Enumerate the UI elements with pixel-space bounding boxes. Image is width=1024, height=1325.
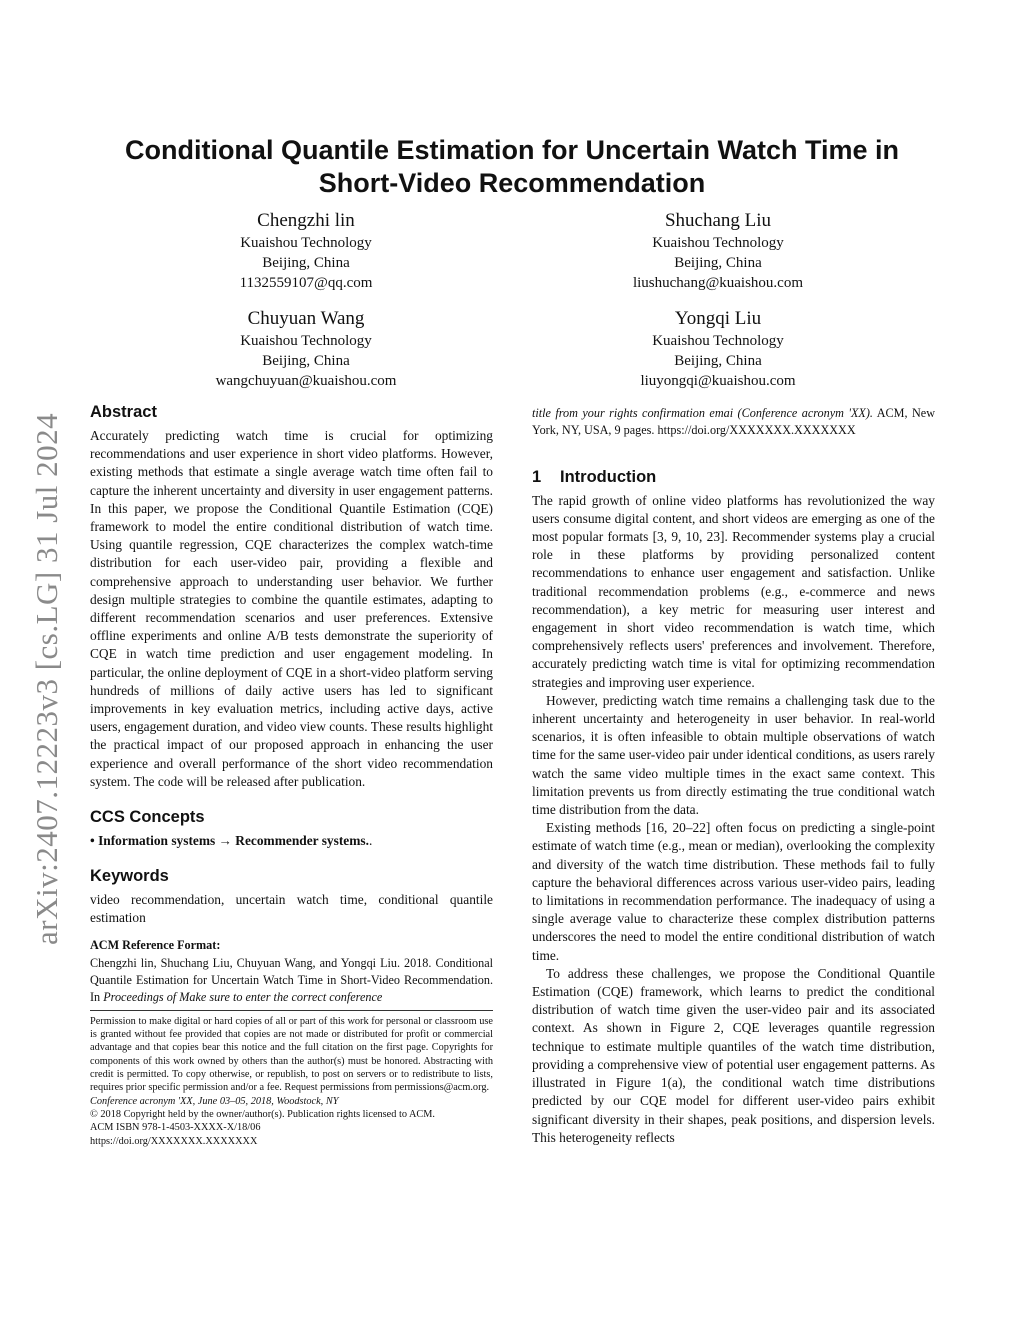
author-email: liuyongqi@kuaishou.com bbox=[640, 373, 796, 389]
acm-reference-citation: Chengzhi lin, Shuchang Liu, Chuyuan Wang, and Yongqi Liu. 2018. Conditional Quantile Estimation for Uncertain Watch Time in Short-Video Recommendation. In bbox=[90, 956, 493, 1005]
abstract-text: Accurately predicting watch time is crucial for optimizing recommendations and user experience in short video platforms. However, existing methods that estimate a single average watch time often fail to capture the inherent uncertainty and diversity in user engagement patterns. In this paper, we propose the Conditional Quantile Estimation (CQE) framework to model the entire conditional distribution of watch time. Using quantile regression, CQE characterizes the complex watch-time distribution for each user-video pair, providing a flexible and comprehensive approach to understanding user behavior. We further design multiple strategies to combine the quantile estimates, adapting to different recommendation scenarios and user preferences. Extensive offline experiments and online A/B tests demonstrate the superiority of CQE in watch time prediction and user engagement modeling. In particular, the online deployment of CQE in a short-video platform serving hundreds of millions of daily active users has led to significant improvements in key evaluation metrics, including active days, active users, engagement duration, and video view counts. These results highlight the practical impact of our proposed approach in enhancing the user experience and overall performance of the short video recommendation system. The code will be released after publication. bbox=[90, 428, 493, 789]
author-block-1 bbox=[126, 208, 486, 293]
intro-paragraph-3: Existing methods [16, 20–22] often focus on predicting a single-point estimate of watch time (e.g., mean or median), overlooking the complexity and diversity of the watch time distribution. These methods fail to fully capture the behavioral differences across various user-video pairs, leading to limitations in recommendation performance. The inadequacy of using a single average value to characterize these complex distribution patterns underscores the need to model the entire conditional distribution of watch time. bbox=[532, 820, 935, 963]
intro-paragraph-4: To address these challenges, we propose the Conditional Quantile Estimation (CQE) framework, which learns to predict the conditional distribution of watch time given the user-video pair and its associated context. As shown in Figure 2, CQE leverages quantile regression technique to estimate multiple quantiles of the watch time distribution, providing a comprehensive view of potential user engagement patterns. As illustrated in Figure 1(a), the conditional watch time distributions predicted by our CQE model for different user-video pairs exhibit significant diversity in their shapes, peak positions, and dispersion levels. This heterogeneity reflects bbox=[532, 965, 935, 1145]
acm-reference-venue: Proceedings of Make sure to enter the correct conference bbox=[103, 990, 383, 1005]
ccs-concepts bbox=[90, 832, 493, 850]
permission-notice: Permission to make digital or hard copies of all or part of this work for personal or classroom use is granted without fee provided that copies are not made or distributed for profit or commercial advantage and that copies bear this notice and the full citation on the first page. Copyrights for components of this work owned by others than the author(s) must be honored. Abstracting with credit is permitted. To copy otherwise, or republish, to post on servers or to redistribute to lists, requires prior specific permission and/or a fee. Request permissions from permissions@acm.org. bbox=[90, 1015, 493, 1094]
author-location: Beijing, China bbox=[262, 255, 350, 271]
conference-line: Conference acronym 'XX, June 03–05, 2018, Woodstock, NY bbox=[90, 1095, 339, 1107]
ccs-item: Information systems → Recommender systems. bbox=[98, 833, 369, 849]
intro-paragraph-1: The rapid growth of online video platforms has revolutionized the way users consume digital content, and short videos are emerging as one of the most popular formats [3, 9, 10, 23]. Recommender systems play a crucial role in these platforms by providing personalized content recommendations to enhance user engagement and satisfaction. Unlike traditional recommendation problems (e.g., e-commerce and news recommendation), a key metric for measuring user interest and engagement in short video recommendation is watch time, which comprehensively reflects users' preferences and involvement. Therefore, accurately predicting watch time is vital for optimizing recommendation strategies and improving user experience. bbox=[532, 492, 935, 690]
author-name: Yongqi Liu bbox=[674, 308, 762, 329]
author-email: wangchuyuan@kuaishou.com bbox=[215, 373, 397, 389]
ccs-heading: CCS Concepts bbox=[90, 808, 205, 827]
author-name: Chuyuan Wang bbox=[247, 308, 365, 329]
author-affiliation: Kuaishou Technology bbox=[652, 333, 784, 349]
acm-reference-venue-continued: title from your rights confirmation emai (Conference acronym 'XX). bbox=[532, 406, 873, 420]
introduction-heading bbox=[532, 465, 935, 489]
author-block-4 bbox=[538, 306, 898, 391]
ccs-bullet: • bbox=[90, 833, 95, 849]
author-location: Beijing, China bbox=[262, 353, 350, 369]
right-column bbox=[532, 405, 935, 1147]
paper-title-line-1: Conditional Quantile Estimation for Uncertain Watch Time in bbox=[124, 135, 900, 165]
keywords-text: video recommendation, uncertain watch time, conditional quantile estimation bbox=[90, 892, 493, 926]
acm-reference-continued bbox=[532, 405, 935, 439]
acm-reference-publisher: ACM, New York, NY, USA, 9 pages. https://doi.org/XXXXXXX.XXXXXXX bbox=[532, 406, 935, 437]
paper-title bbox=[60, 134, 964, 200]
keywords-heading: Keywords bbox=[90, 867, 169, 886]
author-location: Beijing, China bbox=[674, 353, 762, 369]
author-block-2 bbox=[538, 208, 898, 293]
author-affiliation: Kuaishou Technology bbox=[240, 333, 372, 349]
author-affiliation: Kuaishou Technology bbox=[652, 235, 784, 251]
author-name: Shuchang Liu bbox=[664, 210, 772, 231]
ccs-trail: . bbox=[368, 833, 373, 849]
section-number: 1 bbox=[532, 467, 542, 486]
author-name: Chengzhi lin bbox=[257, 210, 355, 231]
acm-reference-heading: ACM Reference Format: bbox=[90, 938, 221, 953]
author-email: liushuchang@kuaishou.com bbox=[632, 275, 804, 291]
author-affiliation: Kuaishou Technology bbox=[240, 235, 372, 251]
author-email: 1132559107@qq.com bbox=[239, 275, 373, 291]
paper-title-line-2: Short-Video Recommendation bbox=[318, 168, 706, 198]
doi-line: https://doi.org/XXXXXXX.XXXXXXX bbox=[90, 1135, 258, 1147]
abstract-heading: Abstract bbox=[90, 403, 157, 421]
left-column bbox=[90, 400, 493, 1148]
author-location: Beijing, China bbox=[674, 255, 762, 271]
author-block-3 bbox=[126, 306, 486, 391]
acm-reference-text bbox=[90, 955, 493, 1005]
copyright-line: © 2018 Copyright held by the owner/author(s). Publication rights licensed to ACM. bbox=[90, 1108, 436, 1120]
section-title: Introduction bbox=[560, 467, 657, 486]
isbn-line: ACM ISBN 978-1-4503-XXXX-X/18/06 bbox=[90, 1122, 261, 1134]
footnote-rule bbox=[90, 1010, 493, 1011]
intro-paragraph-2: However, predicting watch time remains a challenging task due to the inherent uncertainty and heterogeneity in user behavior. In real-world scenarios, it is often infeasible to obtain multiple observations of watch time for the same user-video pair under identical conditions, as users rarely watch the same video multiple times in the exact same context. This limitation prevents us from directly estimating the true conditional watch time distribution from the data. bbox=[532, 692, 935, 818]
arxiv-stamp: arXiv:2407.12223v3 [cs.LG] 31 Jul 2024 bbox=[29, 412, 64, 945]
